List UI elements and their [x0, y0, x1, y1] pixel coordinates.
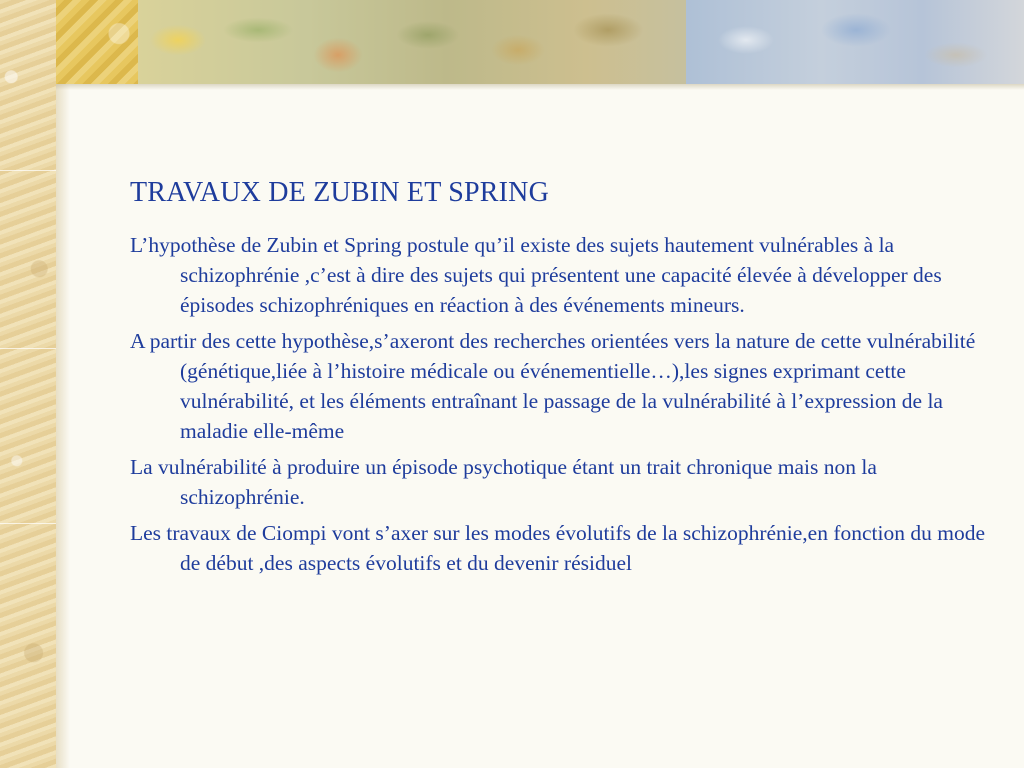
slide-content: [130, 176, 990, 584]
banner-leaves-image: [138, 0, 698, 84]
border-divider: [0, 523, 56, 524]
border-divider: [0, 348, 56, 349]
paragraph-research: A partir des cette hypothèse,s’axeront des recherches orientées vers la nature de cette vulnérabilité (génétique,liée à l’histoire médicale ou événementielle…),les signes exprimant cette vulnérabilité, et les éléments entraînant le passage de la vulnérabilité à l’expression de la maladie elle-même: [130, 328, 976, 443]
slide-title: TRAVAUX DE ZUBIN ET SPRING: [130, 177, 550, 208]
paragraph-ciompi: Les travaux de Ciompi vont s’axer sur les modes évolutifs de la schizophrénie,en fonction du mode de début ,des aspects évolutifs et du devenir résiduel: [130, 520, 986, 575]
paragraph-vulnerability: La vulnérabilité à produire un épisode psychotique étant un trait chronique mais non la schizophrénie.: [130, 454, 877, 509]
parchment-border: [0, 0, 56, 768]
border-divider: [0, 170, 56, 171]
banner-shadow: [56, 84, 1024, 90]
banner-blue-texture: [686, 0, 1024, 84]
decorative-banner: [56, 0, 1024, 88]
paragraph-zubin-spring: L’hypothèse de Zubin et Spring postule qu’il existe des sujets hautement vulnérables à la schizophrénie ,c’est à dire des sujets qui présentent une capacité élevée à développer des épisodes schizophréniques en réaction à des événements mineurs.: [130, 232, 942, 317]
